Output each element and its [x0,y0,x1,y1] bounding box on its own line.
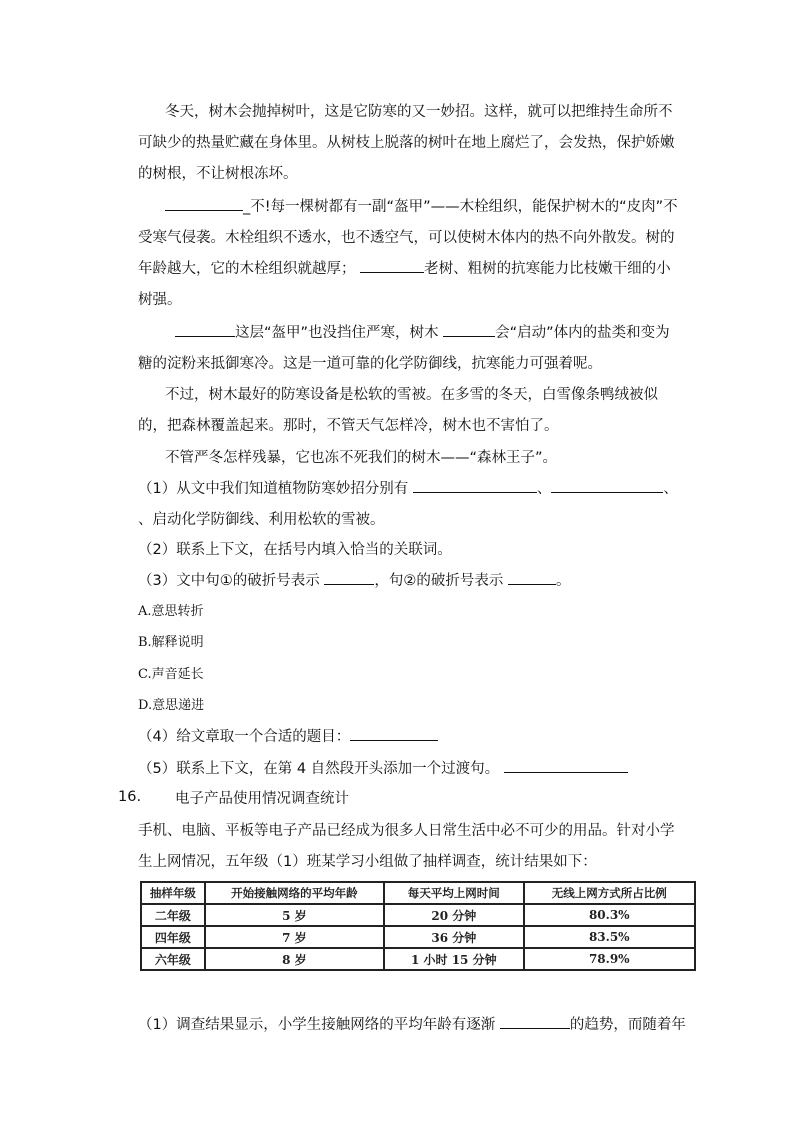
table-cell: 二年级 [141,904,205,926]
question-1 [138,474,698,536]
paragraph-2-text-a: _不!每一棵树都有一副“盔甲”——木栓组织，能保护树木的“皮肉”不受寒气侵袭。木栓组织不透水，也不透空气，可以使树木体内的热不向外散发。树的年龄越大，它的木栓组织就越厚； [138,199,678,277]
answer-blank[interactable] [350,726,438,741]
table-cell: 六年级 [141,948,205,970]
option-c[interactable]: C.声音延长 [138,667,204,682]
answer-blank[interactable] [324,570,374,585]
question-1-text-b: 、启动化学防御线、利用松软的雪被。 [138,512,385,528]
question-4 [138,722,678,753]
passage-paragraph-2 [138,192,678,316]
section-16-intro: 手机、电脑、平板等电子产品已经成为很多人日常生活中必不可少的用品。针对小学生上网情况，五年级（1）班某学习小组做了抽样调查，统计结果如下： [138,823,675,870]
question-3-text-c: 。 [555,573,571,589]
question-2: （2）联系上下文，在括号内填入恰当的关联词。 [138,542,452,558]
question-5 [138,754,698,785]
answer-blank[interactable] [508,570,556,585]
answer-blank[interactable] [360,258,424,273]
table-cell: 83.5% [524,926,695,948]
table-cell: 1 小时 15 分钟 [384,948,523,970]
table-cell: 四年级 [141,926,205,948]
section-16-q1-text-b: 的趋势，而随着年 [569,1017,686,1033]
table-cell: 36 分钟 [384,926,523,948]
question-number-16: 16. [118,789,142,805]
question-3-text-b: ，句②的破折号表示 [374,573,504,589]
paragraph-3-text-a: 这层“盔甲”也没挡住严寒，树木 [235,325,439,341]
answer-blank[interactable] [175,322,235,337]
table-cell: 78.9% [524,948,695,970]
header-grade: 抽样年级 [141,882,205,904]
option-a[interactable]: A.意思转折 [138,604,204,619]
answer-blank[interactable] [551,478,663,493]
table-cell: 7 岁 [205,926,384,948]
question-3-text-a: （3）文中句①的破折号表示 [138,573,320,589]
question-3 [138,566,678,597]
table-header-row [141,882,695,904]
passage-paragraph-1: 冬天，树木会抛掉树叶，这是它防寒的又一妙招。这样，就可以把维持生命所不可缺少的热量贮藏在身体里。从树枝上脱落的树叶在地上腐烂了，会发热，保护娇嫩的树根，不让树根冻坏。 [138,104,675,182]
table-cell: 20 分钟 [384,904,523,926]
table-row [141,948,695,970]
survey-table [140,881,696,971]
header-daily-time: 每天平均上网时间 [384,882,523,904]
question-1-text-a: （1）从文中我们知道植物防寒妙招分别有 [138,481,409,497]
table-cell: 5 岁 [205,904,384,926]
answer-blank[interactable] [504,758,628,773]
table-cell: 80.3% [524,904,695,926]
option-d[interactable]: D.意思递进 [138,698,205,713]
answer-blank[interactable] [500,1014,570,1029]
header-wireless-ratio: 无线上网方式所占比例 [524,882,695,904]
separator: 、 [663,481,678,497]
table-row [141,904,695,926]
section-16-q1-text-a: （1）调查结果显示，小学生接触网络的平均年龄有逐渐 [138,1017,496,1033]
paragraph-2-text-b: 老树、粗树的抗寒能力比枝嫩干细的小树强。 [138,261,671,308]
header-start-age: 开始接触网络的平均年龄 [205,882,384,904]
table-cell: 8 岁 [205,948,384,970]
answer-blank[interactable] [413,478,537,493]
passage-paragraph-4: 不过，树木最好的防寒设备是松软的雪被。在多雪的冬天，白雪像条鸭绒被似的，把森林覆盖起来。那时，不管天气怎样冷，树木也不害怕了。 [138,387,658,434]
question-5-text: （5）联系上下文，在第 4 自然段开头添加一个过渡句。 [138,761,500,777]
question-4-text: （4）给文章取一个合适的题目： [138,729,351,745]
section-16-question-1 [138,1010,698,1041]
table-row [141,926,695,948]
separator: 、 [536,481,552,497]
answer-blank[interactable] [443,322,495,337]
answer-blank[interactable] [165,196,243,211]
passage-paragraph-3 [138,318,678,380]
section-16-title: 电子产品使用情况调查统计 [175,791,349,807]
paragraph-3-text-b: 会“启动”体内的盐类和变为糖的淀粉来抵御寒冷。这是一道可靠的化学防御线，抗寒能力可强着呢。 [138,325,670,372]
option-b[interactable]: B.解释说明 [138,635,204,650]
passage-paragraph-5: 不管严冬怎样残暴，它也冻不死我们的树木——“森林王子”。 [165,450,558,466]
